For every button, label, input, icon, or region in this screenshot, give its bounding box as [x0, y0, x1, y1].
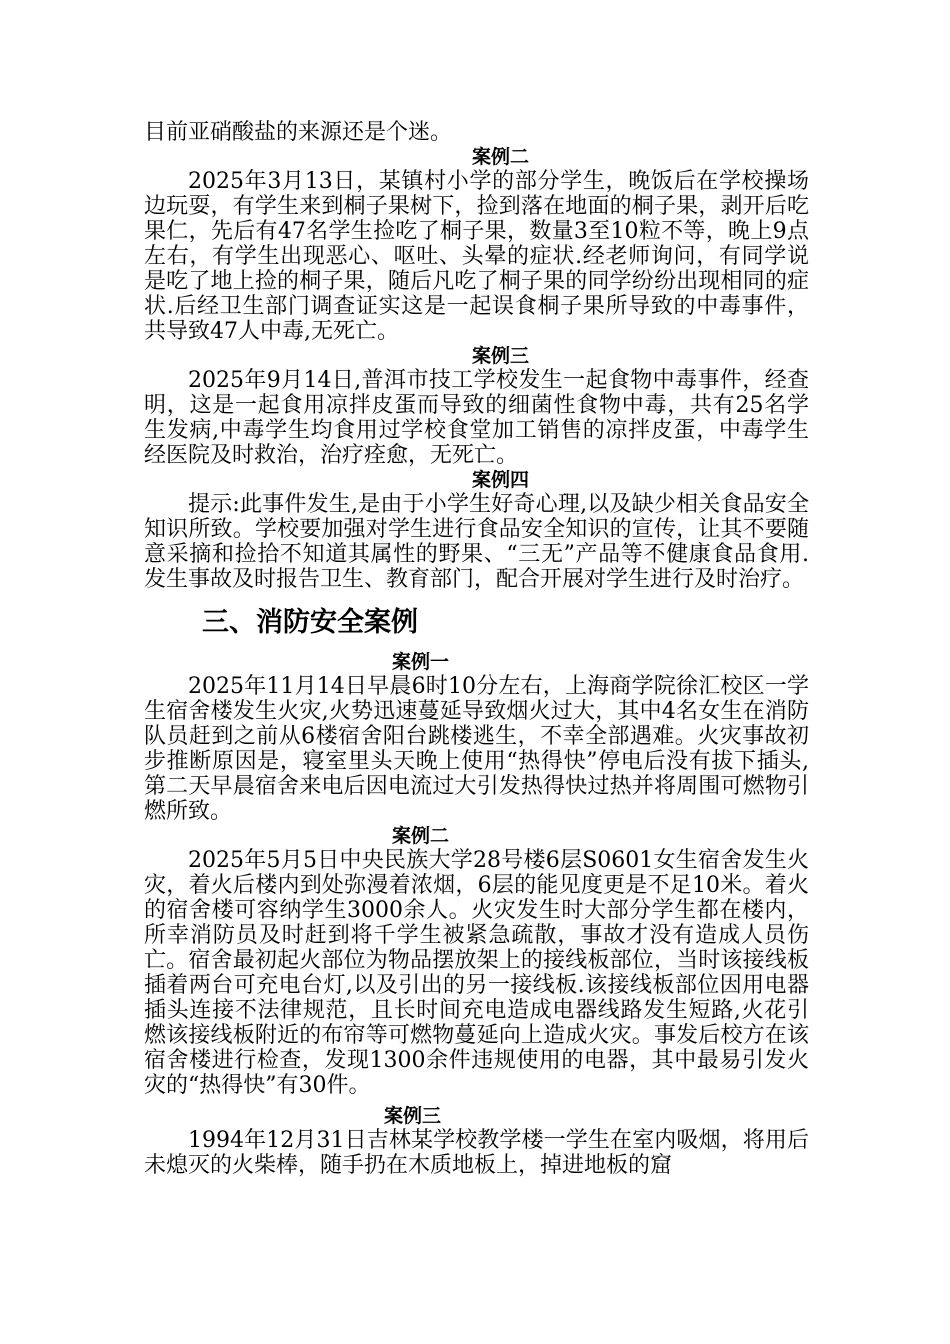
case-paragraph: 2025年11月14日早晨6时10分左右，上海商学院徐汇校区一学生宿舍楼发生火灾,火势迅速蔓延导致烟火过大，其中4名女生在消防队员赶到之前从6楼宿舍阳台跳楼逃生，不幸全部遇难。火灾事故初步推断原因是，寝室里头天晚上使用“热得快”停电后没有拔下插头,第二天早晨宿舍来电后因电流过大引发热得快过热并将周围可燃物引燃所致。 — [144, 674, 809, 824]
case-paragraph: 2025年9月14日,普洱市技工学校发生一起食物中毒事件，经查明，这是一起食用凉拌皮蛋而导致的细菌性食物中毒，共有25名学生发病,中毒学生均食用过学校食堂加工销售的凉拌皮蛋，中毒学生经医院及时救治，治疗痊愈，无死亡。 — [144, 368, 809, 468]
case-paragraph: 提示:此事件发生,是由于小学生好奇心理,以及缺少相关食品安全知识所致。学校要加强对学生进行食品安全知识的宣传，让其不要随意采摘和捡拾不知道其属性的野果、“三无”产品等不健康食品食用.发生事故及时报告卫生、教育部门，配合开展对学生进行及时治疗。 — [144, 492, 809, 592]
paragraph-continuation: 目前亚硝酸盐的来源还是个迷。 — [144, 120, 453, 145]
document-page — [144, 120, 809, 1178]
case-title: 案例三 — [384, 1105, 442, 1127]
case-title: 案例二 — [392, 825, 450, 847]
case-paragraph: 2025年3月13日，某镇村小学的部分学生，晚饭后在学校操场边玩耍，有学生来到桐子果树下，捡到落在地面的桐子果，剥开后吃果仁，先后有47名学生捡吃了桐子果，数量3至10粒不等，晚上9点左右，有学生出现恶心、呕吐、头晕的症状.经老师询问，有同学说是吃了地上捡的桐子果，随后凡吃了桐子果的同学纷纷出现相同的症状.后经卫生部门调查证实这是一起误食桐子果所导致的中毒事件，共导致47人中毒,无死亡。 — [144, 169, 809, 344]
case-paragraph: 2025年5月5日中央民族大学28号楼6层S0601女生宿舍发生火灾，着火后楼内到处弥漫着浓烟，6层的能见度更是不足10米。着火的宿舍楼可容纳学生3000余人。火灾发生时大部分学生都在楼内，所幸消防员及时赶到将千学生被紧急疏散，事故才没有造成人员伤亡。宿舍最初起火部位为物品摆放架上的接线板部位，当时该接线板插着两台可充电台灯,以及引出的另一接线板.该接线板部位因用电器插头连接不法律规范，且长时间充电造成电器线路发生短路,火花引燃该接线板附近的布帘等可燃物蔓延向上造成火灾。事发后校方在该宿舍楼进行检查，发现1300余件违规使用的电器，其中最易引发火灾的“热得快”有30件。 — [144, 848, 809, 1098]
case-title: 案例四 — [472, 469, 530, 491]
case-title: 案例一 — [392, 651, 450, 673]
case-paragraph: 1994年12月31日吉林某学校教学楼一学生在室内吸烟，将用后未熄灭的火柴棒，随手扔在木质地板上，掉进地板的窟 — [144, 1128, 809, 1178]
case-title: 案例三 — [472, 345, 530, 367]
section-heading: 三、消防安全案例 — [202, 607, 418, 638]
case-title: 案例二 — [472, 146, 530, 168]
